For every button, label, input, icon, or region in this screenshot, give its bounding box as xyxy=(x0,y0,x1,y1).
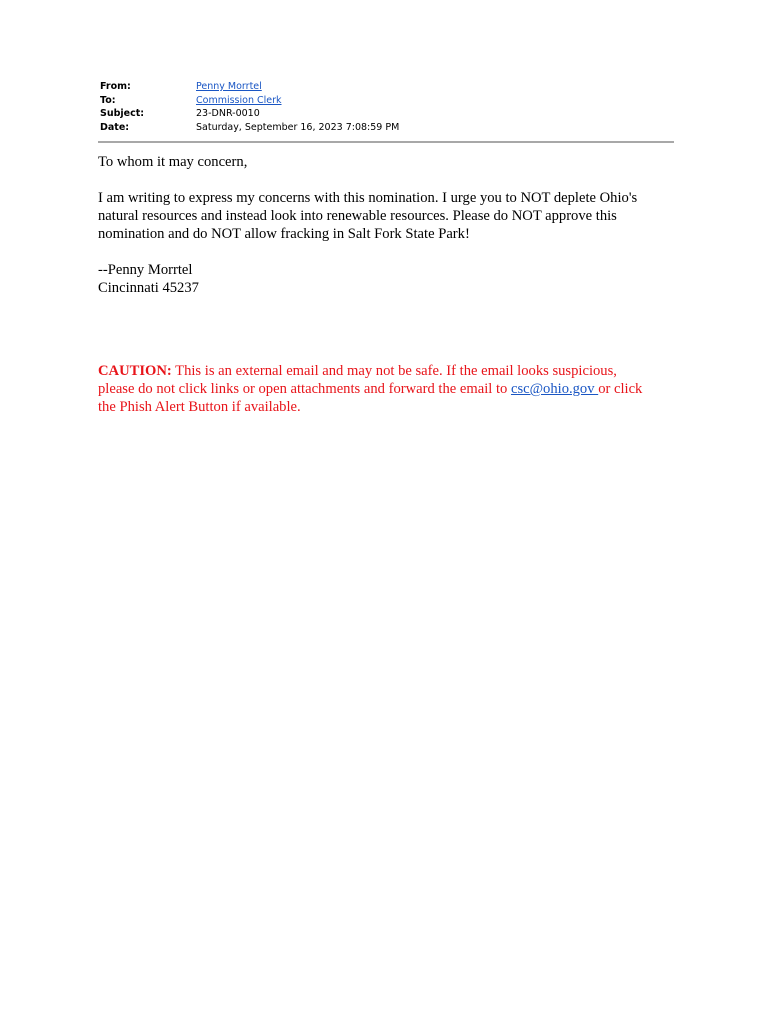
message-line-1: I am writing to express my concerns with this nomination. I urge you to NOT deplete Ohio's xyxy=(98,190,638,206)
caution-text-4: the Phish Alert Button if available. xyxy=(98,399,301,415)
to-label: To: xyxy=(100,94,116,106)
signature-name: --Penny Morrtel xyxy=(98,262,193,278)
from-row xyxy=(100,80,675,94)
from-label: From: xyxy=(100,81,131,92)
from-sender-link[interactable]: Penny Morrtel xyxy=(196,81,262,92)
subject-value: 23-DNR-0010 xyxy=(196,108,260,119)
subject-row xyxy=(100,107,675,121)
date-row xyxy=(100,121,675,135)
greeting: To whom it may concern, xyxy=(98,154,248,170)
date-value: Saturday, September 16, 2023 7:08:59 PM xyxy=(196,121,400,133)
header-divider xyxy=(98,141,674,143)
csc-email-link[interactable]: csc@ohio.gov xyxy=(510,381,599,397)
date-label: Date: xyxy=(100,121,130,133)
to-recipient-link[interactable]: Commission Clerk xyxy=(196,94,282,106)
message-paragraph xyxy=(98,189,678,243)
signature-location: Cincinnati 45237 xyxy=(98,280,199,296)
caution-banner xyxy=(98,362,678,416)
caution-label: CAUTION: xyxy=(98,363,172,379)
message-line-2: natural resources and instead look into renewable resources. Please do NOT approve this xyxy=(98,208,617,224)
message-line-3: nomination and do NOT allow fracking in Salt Fork State Park! xyxy=(98,226,470,242)
caution-text-1: This is an external email and may not be safe. If the email looks suspicious, xyxy=(171,363,617,379)
to-row xyxy=(100,94,675,108)
email-body xyxy=(98,153,678,297)
subject-label: Subject: xyxy=(100,108,145,119)
caution-text-2: please do not click links or open attachments and forward the email to xyxy=(98,381,511,397)
email-header xyxy=(100,80,675,134)
caution-text-3: or click xyxy=(598,381,643,397)
signature xyxy=(98,261,678,297)
